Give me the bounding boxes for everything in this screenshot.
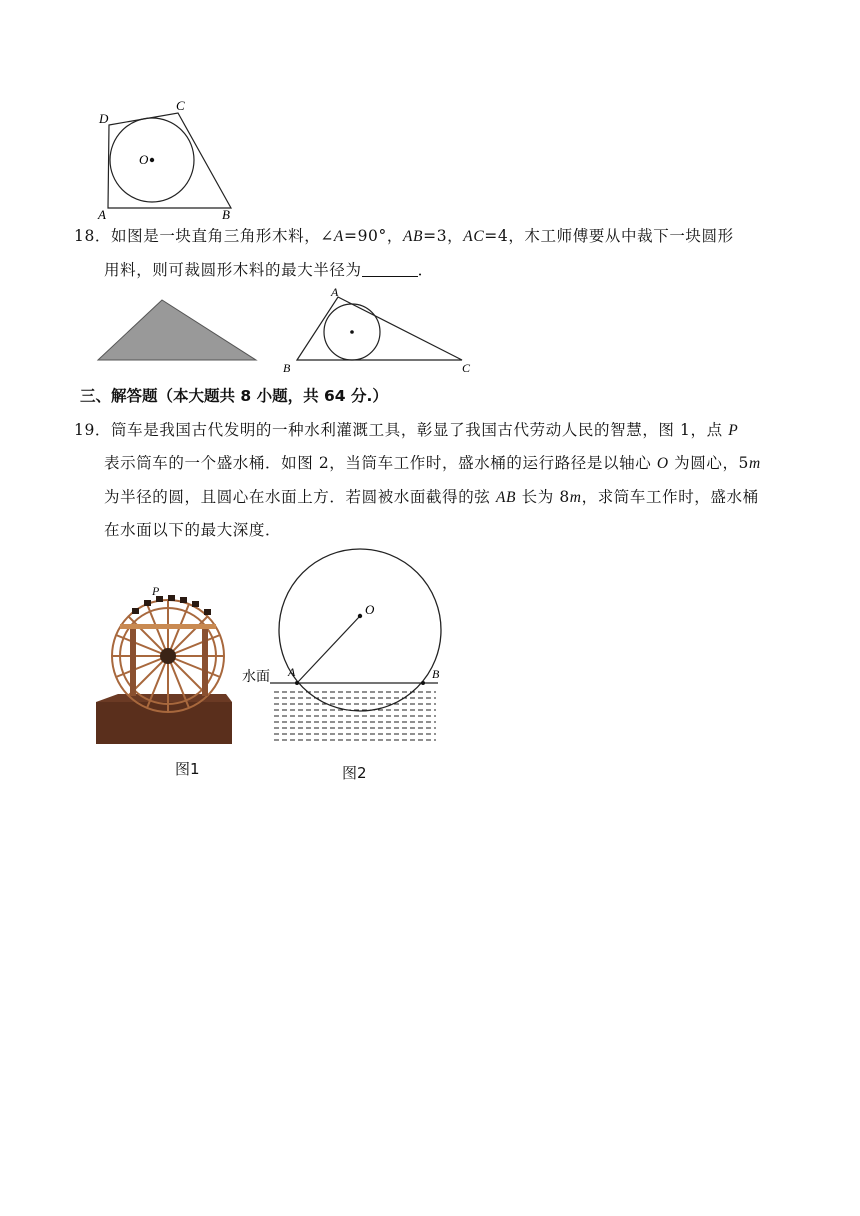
q19-line-4: 在水面以下的最大深度． xyxy=(104,521,282,539)
q18-line-2: 用料，则可裁圆形木料的最大半径为 ． xyxy=(104,261,434,279)
center-point-o xyxy=(150,158,154,162)
gray-triangle xyxy=(98,300,256,360)
answer-blank xyxy=(362,262,418,277)
q19-line-2: 表示筒车的一个盛水桶．如图 2，当筒车工作时，盛水桶的运行路径是以轴心 O 为圆心，5m xyxy=(104,454,761,472)
tri-label-c: C xyxy=(462,361,471,375)
q18-line-1: 18．如图是一块直角三角形木料，∠A=90°，AB=3，AC=4，木工师傅要从中裁下一块圆形 xyxy=(74,227,734,245)
label-a: A xyxy=(288,665,296,679)
section-3-heading: 三、解答题（本大题共 8 小题，共 64 分.） xyxy=(80,387,388,405)
label-o: O xyxy=(139,152,149,167)
figure-1-caption: 图1 xyxy=(175,760,200,778)
tri-label-b: B xyxy=(283,361,291,375)
quadrilateral-incircle-figure xyxy=(92,98,242,223)
wheel-hub xyxy=(160,648,176,664)
radius-oa xyxy=(297,616,360,683)
water-hatching xyxy=(274,692,436,740)
point-b xyxy=(421,681,425,685)
label-d: D xyxy=(99,111,109,126)
label-b: B xyxy=(432,667,440,681)
label-b: B xyxy=(222,207,230,222)
circle-water-diagram xyxy=(240,546,450,748)
q19-line-1: 19．筒车是我国古代发明的一种水利灌溉工具，彰显了我国古代劳动人民的智慧，图 1，点 P xyxy=(74,421,739,439)
water-wheel-photo xyxy=(96,584,236,746)
point-o xyxy=(358,614,362,618)
point-a xyxy=(295,681,299,685)
bucket-label-p: P xyxy=(152,584,160,598)
q19-line-3: 为半径的圆，且圆心在水面上方．若圆被水面截得的弦 AB 长为 8m，求筒车工作时，盛水桶 xyxy=(104,488,759,506)
label-c: C xyxy=(176,98,185,113)
q18-figures xyxy=(90,284,490,378)
figure-2-caption: 图2 xyxy=(342,764,367,782)
label-o: O xyxy=(365,602,375,617)
wheel-path-circle xyxy=(279,549,441,711)
incircle-center xyxy=(350,330,354,334)
water-label: 水面 xyxy=(242,669,270,685)
label-a: A xyxy=(98,207,106,222)
tri-label-a: A xyxy=(331,285,339,299)
